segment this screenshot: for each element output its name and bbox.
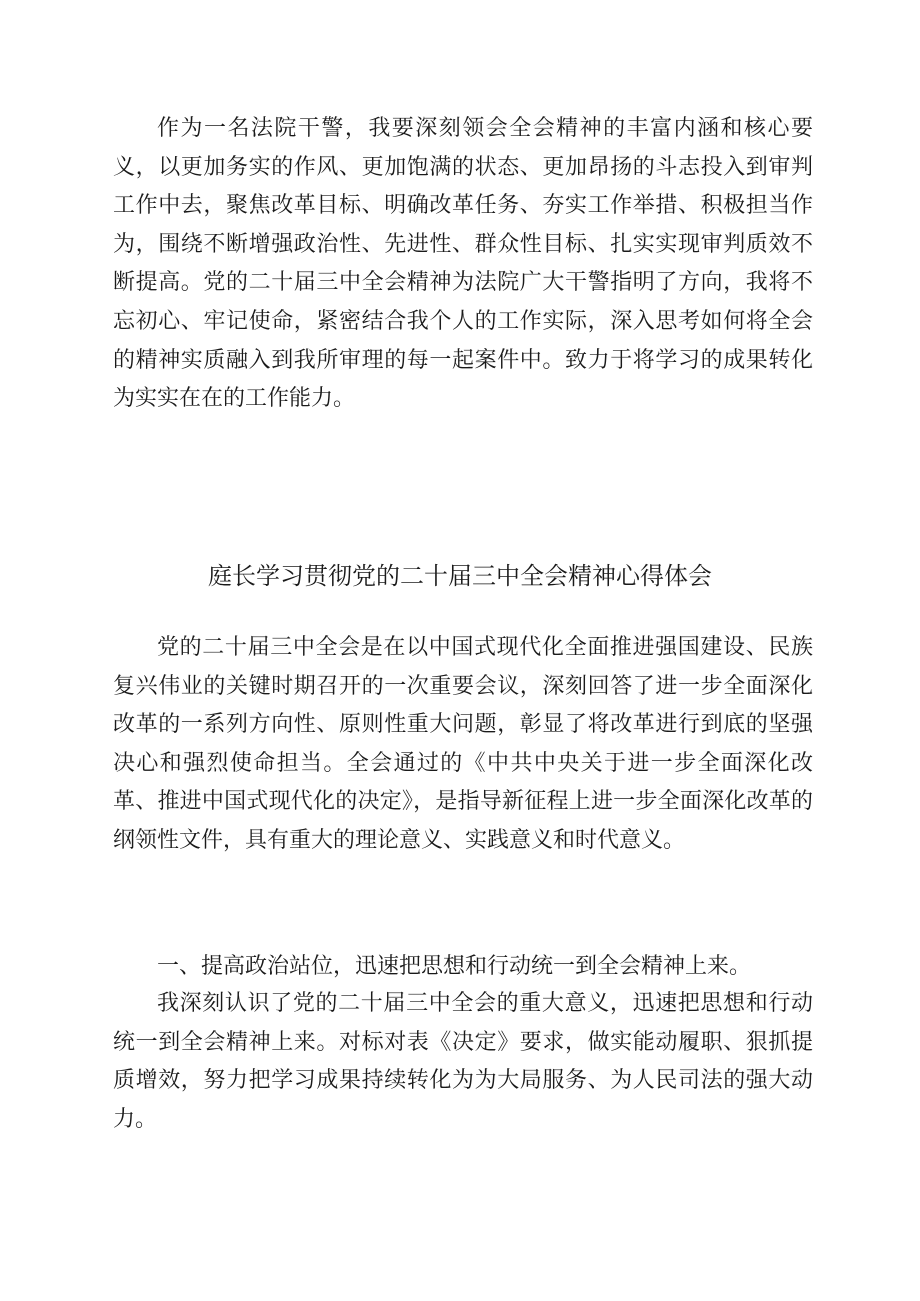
section-heading: 一、提高政治站位，迅速把思想和行动统一到全会精神上来。 [157, 954, 752, 979]
body-paragraph: 作为一名法院干警，我要深刻领会全会精神的丰富内涵和核心要义，以更加务实的作风、更加饱满的状态、更加昂扬的斗志投入到审判工作中去，聚焦改革目标、明确改革任务、夯实工作举措、积极担当作为，围绕不断增强政治性、先进性、群众性目标、扎实实现审判质效不断提高。党的二十届三中全会精神为法院广大干警指明了方向，我将不忘初心、牢记使命，紧密结合我个人的工作实际，深入思考如何将全会的精神实质融入到我所审理的每一起案件中。致力于将学习的成果转化为实实在在的工作能力。 [113, 116, 813, 412]
body-paragraph: 我深刻认识了党的二十届三中全会的重大意义，迅速把思想和行动统一到全会精神上来。对标对表《决定》要求，做实能动履职、狠抓提质增效，努力把学习成果持续转化为为大局服务、为人民司法的强大动力。 [113, 991, 813, 1132]
document-title: 庭长学习贯彻党的二十届三中全会精神心得体会 [208, 562, 712, 590]
body-paragraph: 党的二十届三中全会是在以中国式现代化全面推进强国建设、民族复兴伟业的关键时期召开的一次重要会议，深刻回答了进一步全面深化改革的一系列方向性、原则性重大问题，彰显了将改革进行到底的坚强决心和强烈使命担当。全会通过的《中共中央关于进一步全面深化改革、推进中国式现代化的决定》，是指导新征程上进一步全面深化改革的纲领性文件，具有重大的理论意义、实践意义和时代意义。 [113, 635, 813, 853]
